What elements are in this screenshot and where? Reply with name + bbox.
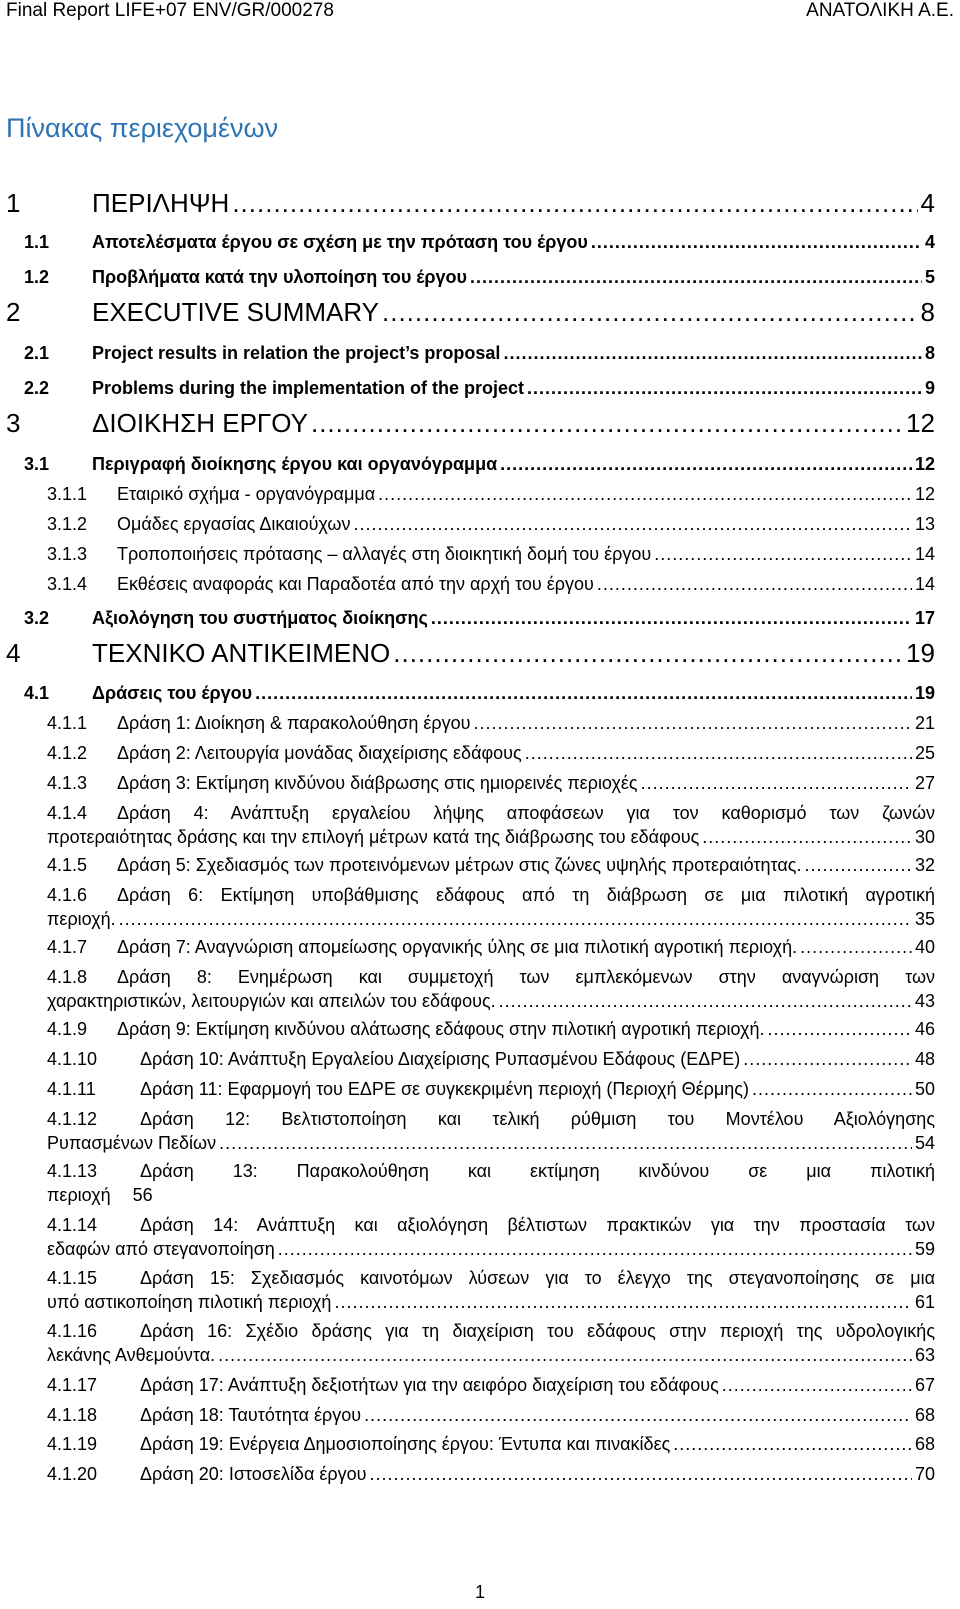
toc-entry-number: 4.1.10 bbox=[47, 1049, 98, 1069]
dot-leader bbox=[219, 1133, 912, 1154]
toc-entry-label: Δράση 8: Ενημέρωση και συμμετοχή των εμπλεκόμενων στην αναγνώριση των bbox=[117, 967, 935, 987]
dot-leader bbox=[499, 991, 912, 1012]
toc-entry-label: Δράση 1: Διοίκηση & παρακολούθηση έργου bbox=[117, 713, 471, 733]
toc-entry-page: 19 bbox=[914, 683, 935, 703]
toc-entry-number: 2.1 bbox=[24, 343, 50, 363]
toc-entry-page: 48 bbox=[914, 1049, 935, 1069]
toc-entry-number: 4.1.12 bbox=[47, 1109, 98, 1129]
dot-leader bbox=[119, 909, 912, 930]
dot-leader bbox=[353, 514, 912, 535]
toc-entry-number: 4.1.14 bbox=[47, 1215, 98, 1235]
dot-leader bbox=[255, 683, 912, 704]
toc-entry-label-continued: χαρακτηριστικών, λειτουργιών και απειλών του εδάφους. bbox=[47, 991, 496, 1011]
toc-entry-page: 25 bbox=[914, 743, 935, 763]
toc-entry-label: Εκθέσεις αναφοράς και Παραδοτέα από την αρχή του έργου bbox=[117, 574, 594, 594]
dot-leader bbox=[500, 454, 912, 475]
toc-entry-label-continued: περιοχή. bbox=[47, 909, 116, 929]
toc-entry-label: EXECUTIVE SUMMARY bbox=[92, 297, 380, 327]
dot-leader bbox=[752, 1079, 912, 1100]
toc-entry-page: 56 bbox=[132, 1185, 153, 1205]
toc-entry-number: 3.1.4 bbox=[47, 574, 88, 594]
toc-entry-page: 4 bbox=[924, 232, 935, 252]
toc-entry-label: Δράσεις του έργου bbox=[92, 683, 253, 703]
toc-entry-number: 4.1.9 bbox=[47, 1019, 88, 1039]
toc-entry-number: 1.2 bbox=[24, 267, 50, 287]
toc-entry-label: Δράση 7: Αναγνώριση απομείωσης οργανικής ύλης σε μια πιλοτική αγροτική περιοχή. bbox=[117, 937, 798, 957]
toc-entry-label: Δράση 2: Λειτουργία μονάδας διαχείρισης εδάφους bbox=[117, 743, 522, 763]
toc-entry-label-continued: εδαφών από στεγανοποίηση bbox=[47, 1239, 275, 1259]
dot-leader bbox=[673, 1434, 912, 1455]
toc-entry-page: 70 bbox=[914, 1464, 935, 1484]
toc-entry-label: Δράση 17: Ανάπτυξη δεξιοτήτων για την αειφόρο διαχείριση του εδάφους bbox=[140, 1375, 719, 1395]
toc-entry-label: Δράση 14: Ανάπτυξη και αξιολόγηση βέλτιστων πρακτικών για την προστασία των bbox=[140, 1215, 935, 1235]
dot-leader bbox=[804, 855, 911, 876]
toc-entry-page: 14 bbox=[914, 544, 935, 564]
toc-entry-number: 4.1.4 bbox=[47, 803, 88, 823]
toc-entry-number: 4.1.20 bbox=[47, 1464, 98, 1484]
toc-entry-label: Δράση 6: Εκτίμηση υποβάθμισης εδάφους από τη διάβρωση σε μια πιλοτική αγροτική bbox=[117, 885, 935, 905]
dot-leader bbox=[503, 343, 922, 364]
toc-entry-page: 5 bbox=[924, 267, 935, 287]
toc-entry-label-continued: Ρυπασμένων Πεδίων bbox=[47, 1133, 217, 1153]
toc-entry-page: 40 bbox=[914, 937, 935, 957]
dot-leader bbox=[470, 267, 922, 288]
toc-entry-page: 67 bbox=[914, 1375, 935, 1395]
toc-entry-page: 21 bbox=[914, 713, 935, 733]
toc-entry-number: 4.1.11 bbox=[47, 1079, 96, 1099]
toc-entry-page: 9 bbox=[924, 378, 935, 398]
toc-entry-page: 54 bbox=[914, 1133, 935, 1153]
dot-leader bbox=[393, 638, 903, 669]
toc-entry-label: Δράση 16: Σχέδιο δράσης για τη διαχείριση του εδάφους στην περιοχή της υδρολογικής bbox=[140, 1321, 935, 1341]
dot-leader bbox=[218, 1345, 912, 1366]
toc-entry-label: Δράση 13: Παρακολούθηση και εκτίμηση κινδύνου σε μια πιλοτική bbox=[140, 1161, 935, 1181]
dot-leader bbox=[334, 1292, 912, 1313]
toc-entry-page: 68 bbox=[914, 1434, 935, 1454]
toc-entry-number: 3.1.3 bbox=[47, 544, 88, 564]
dot-leader bbox=[474, 713, 912, 734]
toc-entry-number: 4.1.2 bbox=[47, 743, 88, 763]
dot-leader bbox=[702, 827, 912, 848]
dot-leader bbox=[278, 1239, 912, 1260]
toc-entry-label: ΤΕΧΝΙΚΟ ΑΝΤΙΚΕΙΜΕΝΟ bbox=[92, 638, 391, 668]
toc-entry-page: 59 bbox=[914, 1239, 935, 1259]
toc-entry-label: Δράση 4: Ανάπτυξη εργαλείου λήψης αποφάσεων για τον καθορισμό των ζωνών bbox=[117, 803, 935, 823]
toc-entry-page: 14 bbox=[914, 574, 935, 594]
toc-entry-number: 3.1 bbox=[24, 454, 50, 474]
toc-entry-page: 8 bbox=[924, 343, 935, 363]
toc-entry-page: 12 bbox=[914, 454, 935, 474]
toc-entry-number: 4.1.5 bbox=[47, 855, 88, 875]
toc-entry-number: 4.1.16 bbox=[47, 1321, 98, 1341]
toc-entry-number: 4.1.6 bbox=[47, 885, 88, 905]
dot-leader bbox=[641, 773, 912, 794]
toc-entry-number: 1.1 bbox=[24, 232, 50, 252]
dot-leader bbox=[527, 378, 922, 399]
toc-entry-number: 4.1.17 bbox=[47, 1375, 98, 1395]
toc-entry-label: Δράση 15: Σχεδιασμός καινοτόμων λύσεων για το έλεγχο της στεγανοποίησης σε μια bbox=[140, 1268, 935, 1288]
toc-entry-number: 4.1 bbox=[24, 683, 50, 703]
toc-entry-label: Αποτελέσματα έργου σε σχέση με την πρόταση του έργου bbox=[92, 232, 588, 252]
toc-entry-label: Δράση 3: Εκτίμηση κινδύνου διάβρωσης στις ημιορεινές περιοχές bbox=[117, 773, 638, 793]
toc-entry-number: 4.1.7 bbox=[47, 937, 88, 957]
toc-entry-label: Δράση 10: Ανάπτυξη Εργαλείου Διαχείρισης Ρυπασμένου Εδάφους (ΕΔΡΕ) bbox=[140, 1049, 741, 1069]
dot-leader bbox=[378, 484, 912, 505]
dot-leader bbox=[654, 544, 912, 565]
toc-entry-label-continued: υπό αστικοποίηση πιλοτική περιοχή bbox=[47, 1292, 332, 1312]
toc-entry-page: 32 bbox=[914, 855, 935, 875]
header-company: ΑΝΑΤΟΛΙΚΗ Α.Ε. bbox=[806, 0, 954, 21]
toc-entry-label: Τροποποιήσεις πρότασης – αλλαγές στη διοικητική δομή του έργου bbox=[117, 544, 652, 564]
toc-entry-page: 30 bbox=[914, 827, 935, 847]
toc-entry-number: 4.1.19 bbox=[47, 1434, 98, 1454]
toc-entry-page: 46 bbox=[914, 1019, 935, 1039]
toc-entry-label-continued: περιοχή bbox=[47, 1185, 111, 1205]
toc-entry-number: 2.2 bbox=[24, 378, 50, 398]
toc-entry-label: Περιγραφή διοίκησης έργου και οργανόγραμμα bbox=[92, 454, 498, 474]
toc-entry-number: 3 bbox=[6, 408, 21, 438]
toc-entry-label: Εταιρικό σχήμα - οργανόγραμμα bbox=[117, 484, 376, 504]
dot-leader bbox=[800, 937, 912, 958]
dot-leader bbox=[369, 1464, 912, 1485]
toc-entry-number: 3.1.2 bbox=[47, 514, 88, 534]
dot-leader bbox=[311, 408, 903, 439]
header-report-id: Final Report LIFE+07 ENV/GR/000278 bbox=[6, 0, 334, 21]
toc-entry-label: Δράση 9: Εκτίμηση κινδύνου αλάτωσης εδάφους στην πιλοτική αγροτική περιοχή. bbox=[117, 1019, 765, 1039]
toc-entry-page: 50 bbox=[914, 1079, 935, 1099]
toc-entry-number: 4.1.3 bbox=[47, 773, 88, 793]
dot-leader bbox=[431, 608, 912, 629]
toc-title: Πίνακας περιεχομένων bbox=[6, 113, 279, 143]
toc-entry-label: Project results in relation the project’s proposal bbox=[92, 343, 501, 363]
toc-entry-label: Δράση 5: Σχεδιασμός των προτεινόμενων μέτρων στις ζώνες υψηλής προτεραιότητας. bbox=[117, 855, 802, 875]
toc-entry-number: 4.1.18 bbox=[47, 1405, 98, 1425]
toc-entry-page: 61 bbox=[914, 1292, 935, 1312]
toc-entry-number: 2 bbox=[6, 297, 21, 327]
dot-leader bbox=[364, 1405, 912, 1426]
toc-entry-page: 8 bbox=[920, 297, 935, 327]
toc-entry-page: 63 bbox=[914, 1345, 935, 1365]
toc-entry-page: 12 bbox=[906, 408, 935, 438]
toc-entry-number: 3.1.1 bbox=[47, 484, 88, 504]
toc-entry-number: 1 bbox=[6, 188, 21, 218]
toc-entry-page: 19 bbox=[906, 638, 935, 668]
toc-entry-page: 4 bbox=[920, 188, 935, 218]
dot-leader bbox=[525, 743, 912, 764]
toc-entry-label: Δράση 18: Ταυτότητα έργου bbox=[140, 1405, 362, 1425]
toc-entry-number: 4 bbox=[6, 638, 21, 668]
toc-entry-label: Δράση 20: Ιστοσελίδα έργου bbox=[140, 1464, 367, 1484]
dot-leader bbox=[743, 1049, 912, 1070]
toc-entry-label: ΔΙΟΙΚΗΣΗ ΕΡΓΟΥ bbox=[92, 408, 308, 438]
toc-entry-label: Problems during the implementation of the project bbox=[92, 378, 525, 398]
toc-entry-page: 12 bbox=[914, 484, 935, 504]
dot-leader bbox=[382, 297, 918, 328]
dot-leader bbox=[232, 188, 917, 219]
toc-entry-page: 17 bbox=[914, 608, 935, 628]
page-number: 1 bbox=[474, 1582, 485, 1602]
toc-entry-label-continued: λεκάνης Ανθεμούντα. bbox=[47, 1345, 216, 1365]
dot-leader bbox=[722, 1375, 912, 1396]
toc-entry-number: 3.2 bbox=[24, 608, 50, 628]
toc-entry-page: 35 bbox=[914, 909, 935, 929]
dot-leader bbox=[597, 574, 912, 595]
toc-entry-label: Αξιολόγηση του συστήματος διοίκησης bbox=[92, 608, 428, 628]
toc-entry-label: Ομάδες εργασίας Δικαιούχων bbox=[117, 514, 351, 534]
toc-entry-number: 4.1.8 bbox=[47, 967, 88, 987]
toc-entry-number: 4.1.1 bbox=[47, 713, 88, 733]
toc-entry-page: 43 bbox=[914, 991, 935, 1011]
toc-entry-label-continued: προτεραιότητας δράσης και την επιλογή μέτρων κατά της διάβρωσης του εδάφους bbox=[47, 827, 700, 847]
page-header bbox=[0, 0, 960, 28]
toc-entry-number: 4.1.15 bbox=[47, 1268, 98, 1288]
dot-leader bbox=[591, 232, 922, 253]
toc-entry-label: Δράση 11: Εφαρμογή του ΕΔΡΕ σε συγκεκριμένη περιοχή (Περιοχή Θέρμης) bbox=[140, 1079, 749, 1099]
toc-entry-label: Δράση 19: Ενέργεια Δημοσιοποίησης έργου: Έντυπα και πινακίδες bbox=[140, 1434, 671, 1454]
toc-entry-label: Δράση 12: Βελτιστοποίηση και τελική ρύθμιση του Μοντέλου Αξιολόγησης bbox=[140, 1109, 935, 1129]
toc-entry-label: Προβλήματα κατά την υλοποίηση του έργου bbox=[92, 267, 468, 287]
toc-entry-number: 4.1.13 bbox=[47, 1161, 98, 1181]
toc-entry-page: 13 bbox=[914, 514, 935, 534]
toc-entry-page: 68 bbox=[914, 1405, 935, 1425]
dot-leader bbox=[767, 1019, 911, 1040]
toc-entry-page: 27 bbox=[914, 773, 935, 793]
toc-entry-label: ΠΕΡΙΛΗΨΗ bbox=[92, 188, 230, 218]
